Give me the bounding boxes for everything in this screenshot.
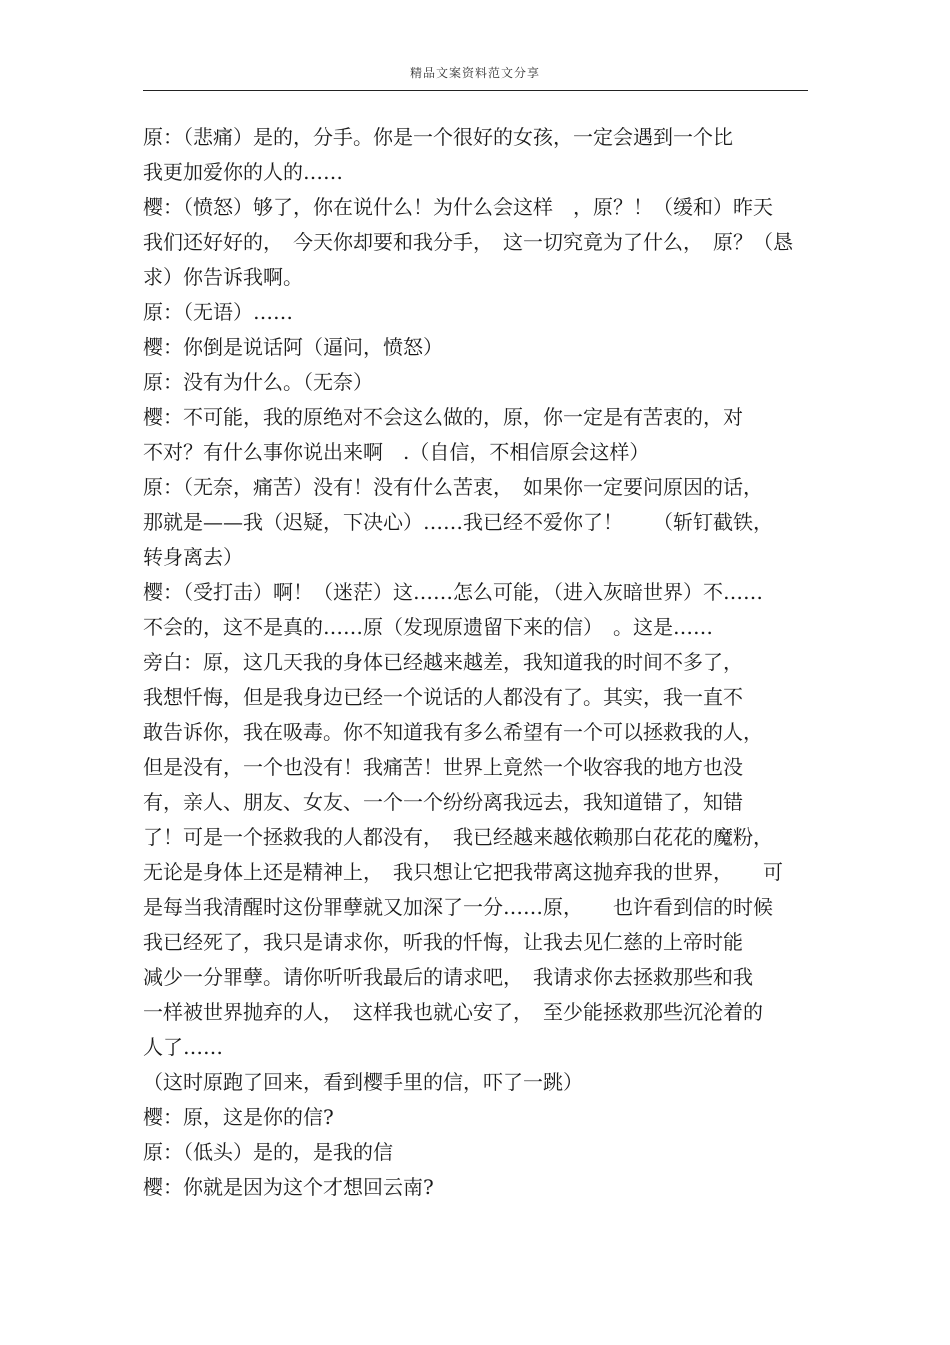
text-line: （这时原跑了回来，看到樱手里的信，吓了一跳） xyxy=(143,1070,583,1094)
text-line: 我更加爱你的人的…… xyxy=(143,160,343,184)
text-line: 不对？有什么事你说出来啊 .（自信，不相信原会这样） xyxy=(143,440,650,464)
text-line: 原：（无语）…… xyxy=(143,300,293,324)
text-line: 樱：不可能，我的原绝对不会这么做的，原，你一定是有苦衷的，对 xyxy=(143,405,743,429)
text-line: 减少一分罪孽。请你听听我最后的请求吧， 我请求你去拯救那些和我 xyxy=(143,965,753,989)
text-line: 敢告诉你，我在吸毒。你不知道我有多么希望有一个可以拯救我的人， xyxy=(143,720,763,744)
text-line: 但是没有，一个也没有！我痛苦！世界上竟然一个收容我的地方也没 xyxy=(143,755,743,779)
page-header: 精品文案资料范文分享 xyxy=(409,66,540,80)
text-line: 求）你告诉我啊。 xyxy=(143,265,303,289)
text-line: 樱：（愤怒）够了，你在说什么！为什么会这样 ，原？！（缓和）昨天 xyxy=(143,195,773,219)
text-line: 樱：（受打击）啊！（迷茫）这……怎么可能，（进入灰暗世界）不…… xyxy=(143,580,763,604)
text-line: 是每当我清醒时这份罪孽就又加深了一分……原， 也许看到信的时候 xyxy=(143,895,773,919)
text-line: 无论是身体上还是精神上， 我只想让它把我带离这抛弃我的世界， 可 xyxy=(143,860,783,884)
text-line: 原：（低头）是的，是我的信 xyxy=(143,1140,393,1164)
script-body xyxy=(143,120,811,1205)
header-divider xyxy=(143,90,808,91)
text-line: 旁白：原，这几天我的身体已经越来越差，我知道我的时间不多了， xyxy=(143,650,743,674)
text-line: 原：没有为什么。（无奈） xyxy=(143,370,373,394)
text-line: 樱：你就是因为这个才想回云南? xyxy=(143,1175,434,1199)
text-line: 那就是——我（迟疑，下决心）……我已经不爱你了！ （斩钉截铁， xyxy=(143,510,773,534)
text-line: 原：（无奈，痛苦）没有！没有什么苦衷， 如果你一定要问原因的话， xyxy=(143,475,763,499)
text-line: 我们还好好的， 今天你却要和我分手， 这一切究竟为了什么， 原？（恳 xyxy=(143,230,793,254)
text-line: 不会的，这不是真的……原（发现原遗留下来的信） 。这是…… xyxy=(143,615,713,639)
text-line: 一样被世界抛弃的人， 这样我也就心安了， 至少能拯救那些沉沦着的 xyxy=(143,1000,763,1024)
text-line: 樱：你倒是说话阿（逼问，愤怒） xyxy=(143,335,443,359)
text-line: 我已经死了，我只是请求你，听我的忏悔，让我去见仁慈的上帝时能 xyxy=(143,930,743,954)
text-line: 樱：原，这是你的信? xyxy=(143,1105,334,1129)
text-line: 原：（悲痛）是的，分手。你是一个很好的女孩，一定会遇到一个比 xyxy=(143,125,733,149)
text-line: 有，亲人、朋友、女友、一个一个纷纷离我远去，我知道错了，知错 xyxy=(143,790,743,814)
text-line: 转身离去） xyxy=(143,545,243,569)
text-line: 人了…… xyxy=(143,1035,223,1059)
text-line: 我想忏悔，但是我身边已经一个说话的人都没有了。其实，我一直不 xyxy=(143,685,743,709)
text-line: 了！可是一个拯救我的人都没有， 我已经越来越依赖那白花花的魔粉， xyxy=(143,825,773,849)
